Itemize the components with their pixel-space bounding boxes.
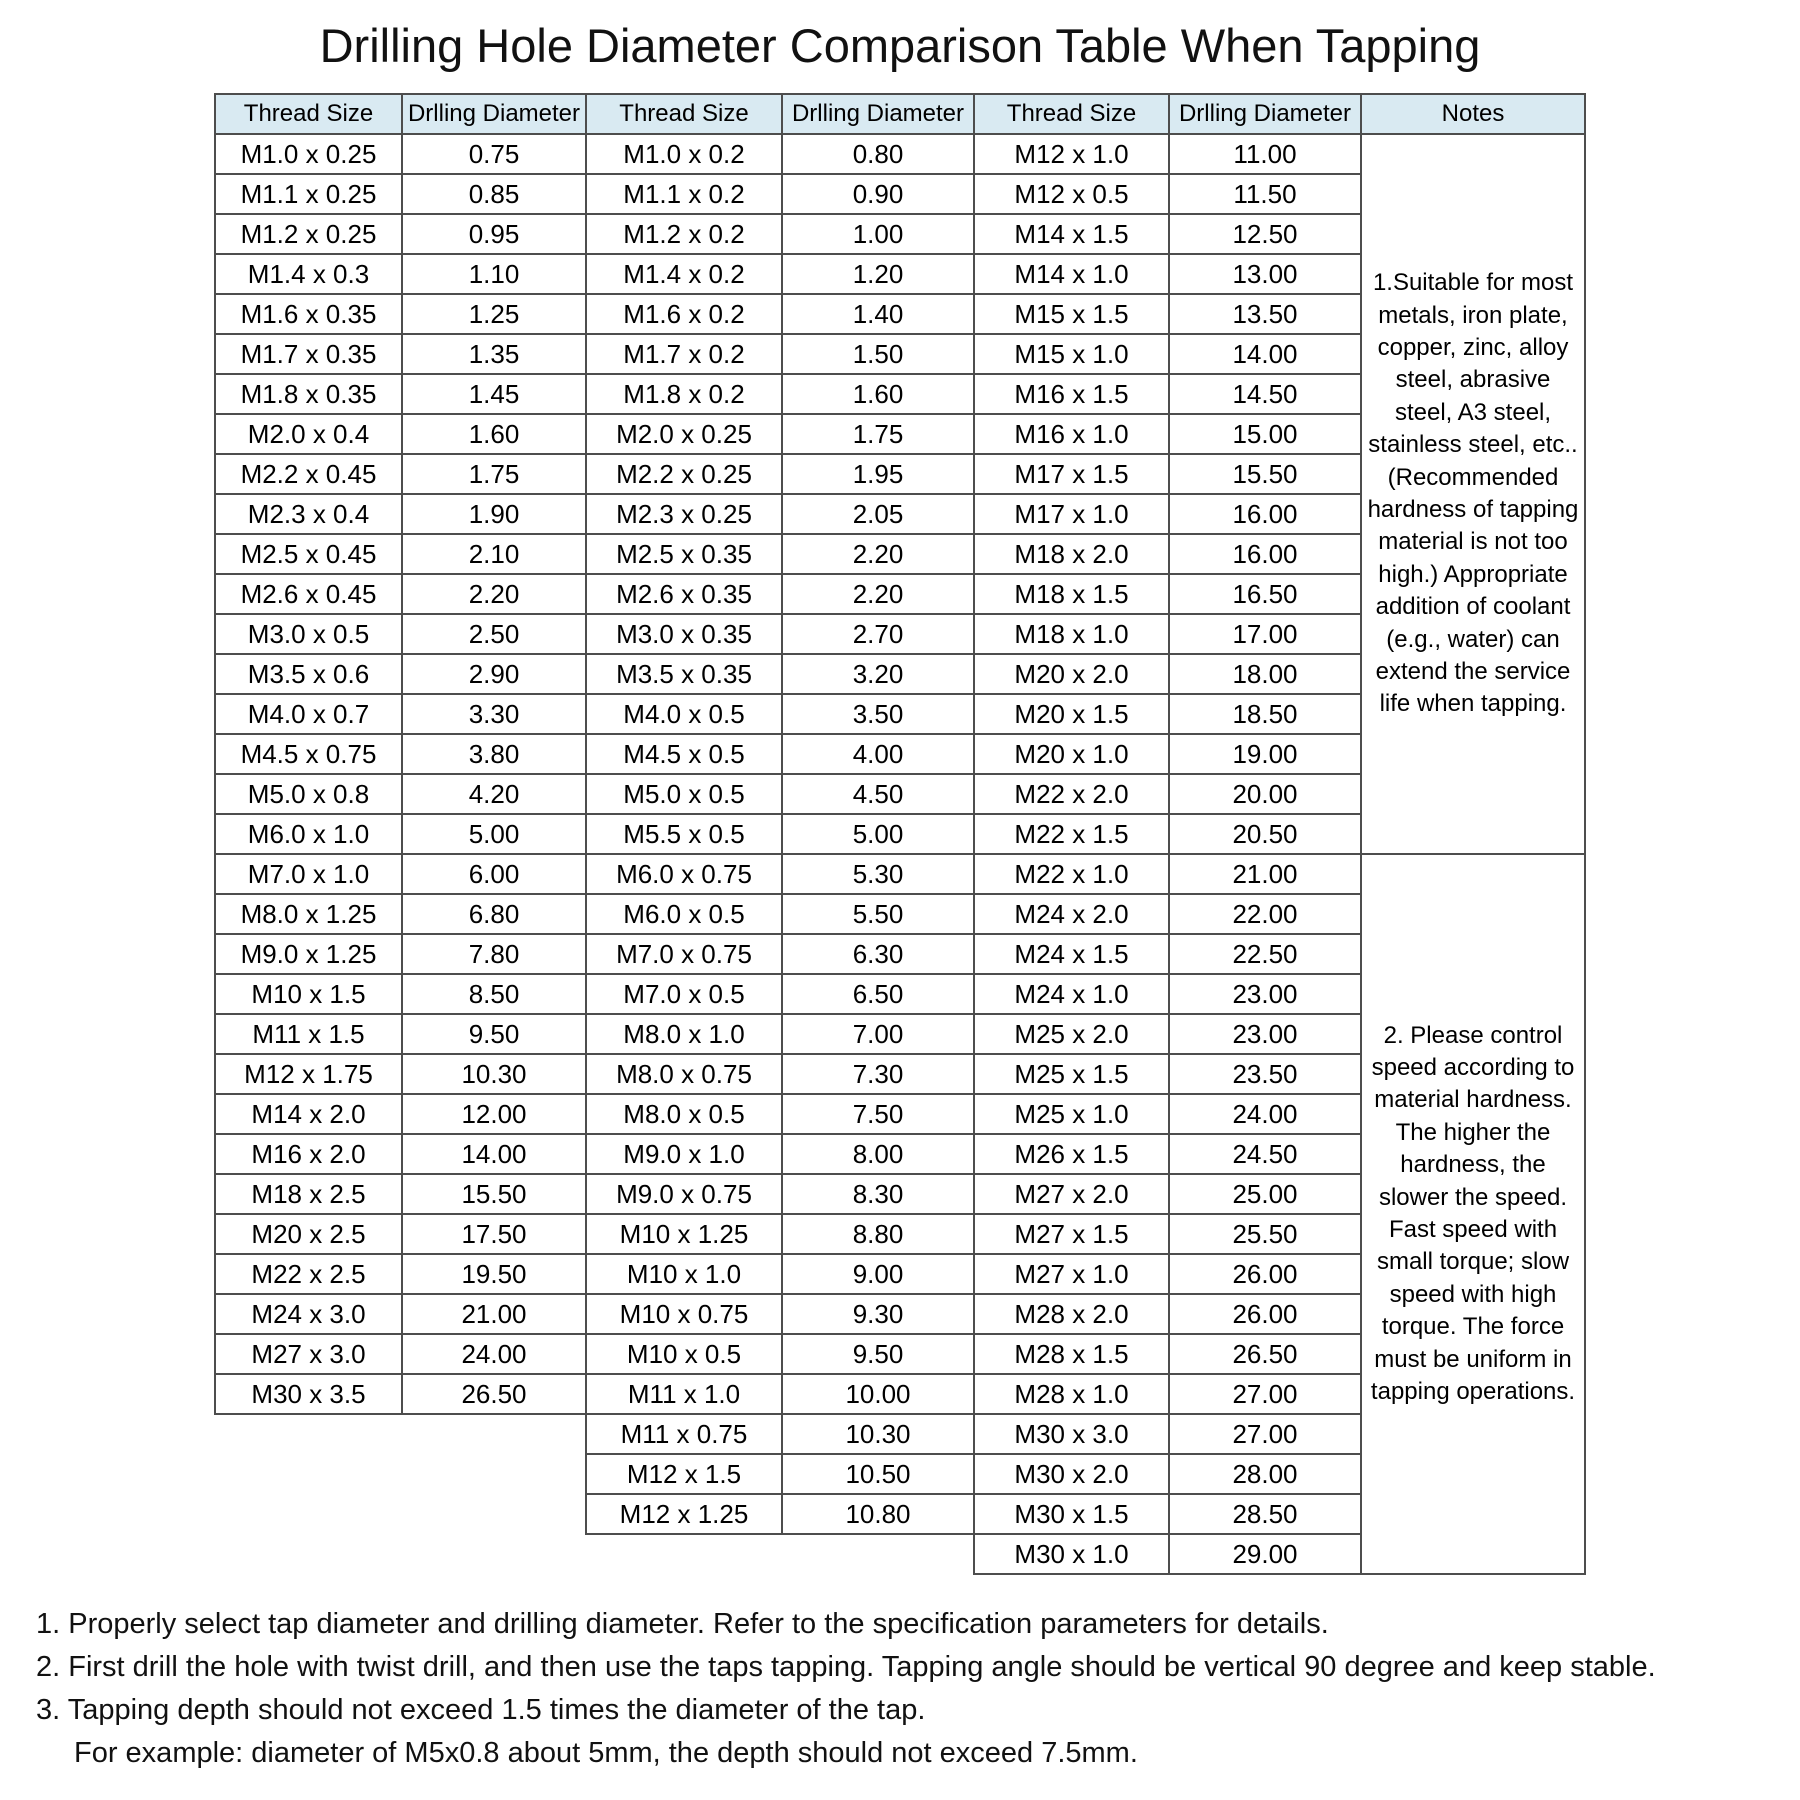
drilling-diameter-cell: 0.85 [402,174,586,214]
drilling-diameter-cell: 18.50 [1169,694,1361,734]
notes-cell-2: 2. Please control speed according to material hardness. The higher the hardness, the slower the speed. Fast speed with small torque; slow speed with high torque. The force must be uniform in tapping operations. [1361,854,1585,1574]
drilling-diameter-cell: 23.00 [1169,974,1361,1014]
empty-cell [402,1494,586,1534]
thread-size-cell: M14 x 2.0 [215,1094,402,1134]
footer-note-3: 3. Tapping depth should not exceed 1.5 times the diameter of the tap. [36,1693,926,1726]
thread-size-cell: M24 x 1.0 [974,974,1169,1014]
thread-size-cell: M22 x 2.0 [974,774,1169,814]
thread-size-cell: M9.0 x 1.0 [586,1134,782,1174]
drilling-diameter-cell: 9.00 [782,1254,974,1294]
thread-size-cell: M3.5 x 0.35 [586,654,782,694]
table-header-row [215,94,1585,134]
drilling-diameter-cell: 3.20 [782,654,974,694]
drilling-diameter-cell: 2.90 [402,654,586,694]
drilling-diameter-cell: 2.20 [782,574,974,614]
drilling-diameter-cell: 8.30 [782,1174,974,1214]
drilling-diameter-cell: 20.00 [1169,774,1361,814]
drilling-diameter-cell: 1.20 [782,254,974,294]
thread-size-cell: M2.5 x 0.35 [586,534,782,574]
drilling-diameter-cell: 2.05 [782,494,974,534]
thread-size-cell: M27 x 2.0 [974,1174,1169,1214]
drilling-diameter-cell: 26.00 [1169,1294,1361,1334]
thread-size-cell: M6.0 x 0.75 [586,854,782,894]
thread-size-cell: M12 x 1.0 [974,134,1169,174]
drilling-diameter-cell: 7.50 [782,1094,974,1134]
thread-size-cell: M1.6 x 0.2 [586,294,782,334]
thread-size-cell: M25 x 1.0 [974,1094,1169,1134]
drilling-diameter-cell: 2.20 [402,574,586,614]
drilling-diameter-cell: 24.50 [1169,1134,1361,1174]
thread-size-cell: M1.4 x 0.2 [586,254,782,294]
footer-note-1: 1. Properly select tap diameter and drilling diameter. Refer to the specification parameters for details. [36,1608,1329,1640]
drilling-diameter-cell: 24.00 [1169,1094,1361,1134]
thread-size-cell: M14 x 1.5 [974,214,1169,254]
drilling-diameter-cell: 25.50 [1169,1214,1361,1254]
drilling-diameter-cell: 10.50 [782,1454,974,1494]
thread-size-cell: M2.3 x 0.25 [586,494,782,534]
drilling-diameter-cell: 1.35 [402,334,586,374]
drilling-diameter-cell: 27.00 [1169,1414,1361,1454]
thread-size-cell: M1.8 x 0.2 [586,374,782,414]
thread-size-cell: M8.0 x 1.25 [215,894,402,934]
thread-size-cell: M27 x 1.5 [974,1214,1169,1254]
thread-size-cell: M2.2 x 0.45 [215,454,402,494]
drilling-diameter-cell: 0.95 [402,214,586,254]
header-drilling-diameter-3: Drlling Diameter [1169,94,1361,134]
drilling-diameter-cell: 16.00 [1169,534,1361,574]
drilling-diameter-cell: 3.80 [402,734,586,774]
drilling-diameter-cell: 5.00 [402,814,586,854]
thread-size-cell: M2.6 x 0.45 [215,574,402,614]
thread-size-cell: M4.5 x 0.5 [586,734,782,774]
thread-size-cell: M5.5 x 0.5 [586,814,782,854]
thread-size-cell: M1.2 x 0.25 [215,214,402,254]
thread-size-cell: M15 x 1.0 [974,334,1169,374]
drilling-diameter-cell: 1.60 [782,374,974,414]
drilling-diameter-cell: 8.50 [402,974,586,1014]
empty-cell [215,1534,402,1574]
drilling-diameter-cell: 9.50 [782,1334,974,1374]
drilling-diameter-cell: 12.50 [1169,214,1361,254]
drilling-diameter-cell: 7.30 [782,1054,974,1094]
drilling-diameter-cell: 1.75 [402,454,586,494]
drilling-diameter-cell: 24.00 [402,1334,586,1374]
thread-size-cell: M1.4 x 0.3 [215,254,402,294]
drilling-diameter-cell: 21.00 [1169,854,1361,894]
thread-size-cell: M30 x 3.5 [215,1374,402,1414]
drilling-diameter-cell: 10.30 [782,1414,974,1454]
drilling-diameter-cell: 19.50 [402,1254,586,1294]
thread-size-cell: M1.0 x 0.25 [215,134,402,174]
drilling-diameter-cell: 1.50 [782,334,974,374]
drilling-diameter-cell: 17.00 [1169,614,1361,654]
drilling-diameter-cell: 5.00 [782,814,974,854]
drilling-diameter-cell: 6.30 [782,934,974,974]
thread-size-cell: M6.0 x 1.0 [215,814,402,854]
page-title: Drilling Hole Diameter Comparison Table When Tapping [319,19,1481,72]
drilling-diameter-cell: 0.80 [782,134,974,174]
drilling-diameter-cell: 16.00 [1169,494,1361,534]
footer-note-2: 2. First drill the hole with twist drill, and then use the taps tapping. Tapping angle should be vertical 90 degree and keep stable. [36,1650,1656,1683]
drilling-diameter-cell: 2.50 [402,614,586,654]
thread-size-cell: M9.0 x 1.25 [215,934,402,974]
drilling-diameter-cell: 0.75 [402,134,586,174]
drilling-diameter-cell: 28.00 [1169,1454,1361,1494]
thread-size-cell: M16 x 1.5 [974,374,1169,414]
thread-size-cell: M1.2 x 0.2 [586,214,782,254]
thread-size-cell: M20 x 2.0 [974,654,1169,694]
thread-size-cell: M6.0 x 0.5 [586,894,782,934]
thread-size-cell: M2.5 x 0.45 [215,534,402,574]
drilling-diameter-cell: 14.00 [402,1134,586,1174]
drilling-diameter-cell: 15.00 [1169,414,1361,454]
thread-size-cell: M16 x 2.0 [215,1134,402,1174]
drilling-diameter-cell: 12.00 [402,1094,586,1134]
drilling-diameter-cell: 14.00 [1169,334,1361,374]
drilling-diameter-cell: 14.50 [1169,374,1361,414]
drilling-diameter-cell: 7.00 [782,1014,974,1054]
drilling-diameter-cell: 4.20 [402,774,586,814]
drilling-diameter-cell: 1.75 [782,414,974,454]
footer-notes [36,1603,1800,1775]
thread-size-cell: M2.2 x 0.25 [586,454,782,494]
thread-size-cell: M7.0 x 0.75 [586,934,782,974]
empty-cell [215,1494,402,1534]
thread-size-cell: M4.5 x 0.75 [215,734,402,774]
thread-size-cell: M12 x 0.5 [974,174,1169,214]
thread-size-cell: M9.0 x 0.75 [586,1174,782,1214]
drilling-diameter-cell: 2.70 [782,614,974,654]
drilling-diameter-cell: 8.80 [782,1214,974,1254]
thread-size-cell: M3.0 x 0.5 [215,614,402,654]
thread-size-cell: M12 x 1.25 [586,1494,782,1534]
thread-size-cell: M15 x 1.5 [974,294,1169,334]
thread-size-cell: M2.3 x 0.4 [215,494,402,534]
thread-size-cell: M1.8 x 0.35 [215,374,402,414]
thread-size-cell: M3.0 x 0.35 [586,614,782,654]
drilling-diameter-cell: 6.80 [402,894,586,934]
thread-size-cell: M16 x 1.0 [974,414,1169,454]
drilling-diameter-cell: 3.50 [782,694,974,734]
thread-size-cell: M20 x 2.5 [215,1214,402,1254]
drilling-diameter-cell: 16.50 [1169,574,1361,614]
drilling-diameter-cell: 9.30 [782,1294,974,1334]
thread-size-cell: M4.0 x 0.5 [586,694,782,734]
drilling-diameter-cell: 10.00 [782,1374,974,1414]
thread-size-cell: M2.0 x 0.4 [215,414,402,454]
empty-cell [402,1454,586,1494]
thread-size-cell: M26 x 1.5 [974,1134,1169,1174]
drilling-diameter-cell: 1.10 [402,254,586,294]
thread-size-cell: M30 x 2.0 [974,1454,1169,1494]
drilling-diameter-cell: 23.50 [1169,1054,1361,1094]
drilling-diameter-cell: 6.00 [402,854,586,894]
thread-size-cell: M11 x 1.0 [586,1374,782,1414]
drilling-diameter-cell: 1.00 [782,214,974,254]
drilling-diameter-cell: 1.40 [782,294,974,334]
thread-size-cell: M8.0 x 0.75 [586,1054,782,1094]
thread-size-cell: M1.1 x 0.25 [215,174,402,214]
drilling-diameter-cell: 0.90 [782,174,974,214]
thread-size-cell: M18 x 1.0 [974,614,1169,654]
drilling-diameter-cell: 28.50 [1169,1494,1361,1534]
thread-size-cell: M20 x 1.0 [974,734,1169,774]
drilling-diameter-cell: 10.80 [782,1494,974,1534]
thread-size-cell: M18 x 2.0 [974,534,1169,574]
drilling-diameter-cell: 9.50 [402,1014,586,1054]
header-notes: Notes [1361,94,1585,134]
thread-size-cell: M12 x 1.75 [215,1054,402,1094]
drilling-diameter-cell: 8.00 [782,1134,974,1174]
drilling-diameter-cell: 3.30 [402,694,586,734]
drilling-diameter-cell: 26.50 [1169,1334,1361,1374]
drilling-diameter-cell: 13.50 [1169,294,1361,334]
drilling-diameter-cell: 4.50 [782,774,974,814]
table-row [215,854,1585,894]
drilling-diameter-cell: 7.80 [402,934,586,974]
thread-size-cell: M1.7 x 0.2 [586,334,782,374]
drilling-diameter-cell: 13.00 [1169,254,1361,294]
header-drilling-diameter-1: Drlling Diameter [402,94,586,134]
thread-size-cell: M28 x 2.0 [974,1294,1169,1334]
thread-size-cell: M25 x 1.5 [974,1054,1169,1094]
empty-cell [402,1534,586,1574]
drilling-diameter-cell: 4.00 [782,734,974,774]
drilling-diameter-cell: 25.00 [1169,1174,1361,1214]
drilling-diameter-cell: 11.00 [1169,134,1361,174]
thread-size-cell: M18 x 2.5 [215,1174,402,1214]
drilling-diameter-cell: 26.50 [402,1374,586,1414]
thread-size-cell: M2.0 x 0.25 [586,414,782,454]
thread-size-cell: M25 x 2.0 [974,1014,1169,1054]
thread-size-cell: M10 x 0.75 [586,1294,782,1334]
drilling-diameter-cell: 6.50 [782,974,974,1014]
notes-cell-1: 1.Suitable for most metals, iron plate, copper, zinc, alloy steel, abrasive steel, A3 steel, stainless steel, etc..(Recommended hardness of tapping material is not too high.) Appropriate addition of coolant (e.g., water) can extend the service life when tapping. [1361,134,1585,854]
thread-size-cell: M22 x 1.0 [974,854,1169,894]
thread-size-cell: M10 x 0.5 [586,1334,782,1374]
thread-size-cell: M28 x 1.5 [974,1334,1169,1374]
thread-size-cell: M10 x 1.0 [586,1254,782,1294]
empty-cell [402,1414,586,1454]
drilling-diameter-cell: 11.50 [1169,174,1361,214]
footer-note-3-example: For example: diameter of M5x0.8 about 5mm, the depth should not exceed 7.5mm. [74,1736,1138,1769]
drilling-diameter-cell: 1.25 [402,294,586,334]
thread-size-cell: M11 x 0.75 [586,1414,782,1454]
header-thread-size-1: Thread Size [215,94,402,134]
drilling-diameter-cell: 26.00 [1169,1254,1361,1294]
drilling-diameter-cell: 1.60 [402,414,586,454]
drilling-diameter-cell: 17.50 [402,1214,586,1254]
thread-size-cell: M14 x 1.0 [974,254,1169,294]
drilling-diameter-cell: 15.50 [1169,454,1361,494]
comparison-table [214,93,1586,1575]
empty-cell [215,1414,402,1454]
drilling-diameter-cell: 5.50 [782,894,974,934]
thread-size-cell: M27 x 1.0 [974,1254,1169,1294]
thread-size-cell: M10 x 1.5 [215,974,402,1014]
thread-size-cell: M30 x 1.5 [974,1494,1169,1534]
drilling-diameter-cell: 5.30 [782,854,974,894]
thread-size-cell: M1.6 x 0.35 [215,294,402,334]
empty-cell [782,1534,974,1574]
thread-size-cell: M11 x 1.5 [215,1014,402,1054]
thread-size-cell: M17 x 1.0 [974,494,1169,534]
drilling-diameter-cell: 29.00 [1169,1534,1361,1574]
drilling-diameter-cell: 22.00 [1169,894,1361,934]
thread-size-cell: M3.5 x 0.6 [215,654,402,694]
drilling-diameter-cell: 10.30 [402,1054,586,1094]
thread-size-cell: M18 x 1.5 [974,574,1169,614]
thread-size-cell: M24 x 1.5 [974,934,1169,974]
thread-size-cell: M12 x 1.5 [586,1454,782,1494]
header-thread-size-2: Thread Size [586,94,782,134]
drilling-diameter-cell: 1.45 [402,374,586,414]
drilling-diameter-cell: 19.00 [1169,734,1361,774]
drilling-diameter-cell: 2.10 [402,534,586,574]
thread-size-cell: M1.1 x 0.2 [586,174,782,214]
thread-size-cell: M22 x 1.5 [974,814,1169,854]
thread-size-cell: M8.0 x 0.5 [586,1094,782,1134]
thread-size-cell: M24 x 3.0 [215,1294,402,1334]
thread-size-cell: M5.0 x 0.8 [215,774,402,814]
drilling-diameter-cell: 27.00 [1169,1374,1361,1414]
header-thread-size-3: Thread Size [974,94,1169,134]
thread-size-cell: M1.0 x 0.2 [586,134,782,174]
drilling-diameter-cell: 22.50 [1169,934,1361,974]
table-body [215,134,1585,1574]
drilling-diameter-cell: 20.50 [1169,814,1361,854]
thread-size-cell: M5.0 x 0.5 [586,774,782,814]
drilling-diameter-cell: 23.00 [1169,1014,1361,1054]
drilling-diameter-cell: 1.95 [782,454,974,494]
thread-size-cell: M7.0 x 1.0 [215,854,402,894]
empty-cell [586,1534,782,1574]
thread-size-cell: M10 x 1.25 [586,1214,782,1254]
thread-size-cell: M27 x 3.0 [215,1334,402,1374]
thread-size-cell: M20 x 1.5 [974,694,1169,734]
thread-size-cell: M7.0 x 0.5 [586,974,782,1014]
drilling-diameter-cell: 15.50 [402,1174,586,1214]
thread-size-cell: M17 x 1.5 [974,454,1169,494]
thread-size-cell: M30 x 1.0 [974,1534,1169,1574]
thread-size-cell: M28 x 1.0 [974,1374,1169,1414]
thread-size-cell: M1.7 x 0.35 [215,334,402,374]
drilling-diameter-cell: 2.20 [782,534,974,574]
table-row [215,134,1585,174]
thread-size-cell: M24 x 2.0 [974,894,1169,934]
drilling-diameter-cell: 18.00 [1169,654,1361,694]
empty-cell [215,1454,402,1494]
thread-size-cell: M30 x 3.0 [974,1414,1169,1454]
thread-size-cell: M4.0 x 0.7 [215,694,402,734]
drilling-diameter-cell: 1.90 [402,494,586,534]
header-drilling-diameter-2: Drlling Diameter [782,94,974,134]
thread-size-cell: M22 x 2.5 [215,1254,402,1294]
thread-size-cell: M8.0 x 1.0 [586,1014,782,1054]
drilling-diameter-cell: 21.00 [402,1294,586,1334]
thread-size-cell: M2.6 x 0.35 [586,574,782,614]
